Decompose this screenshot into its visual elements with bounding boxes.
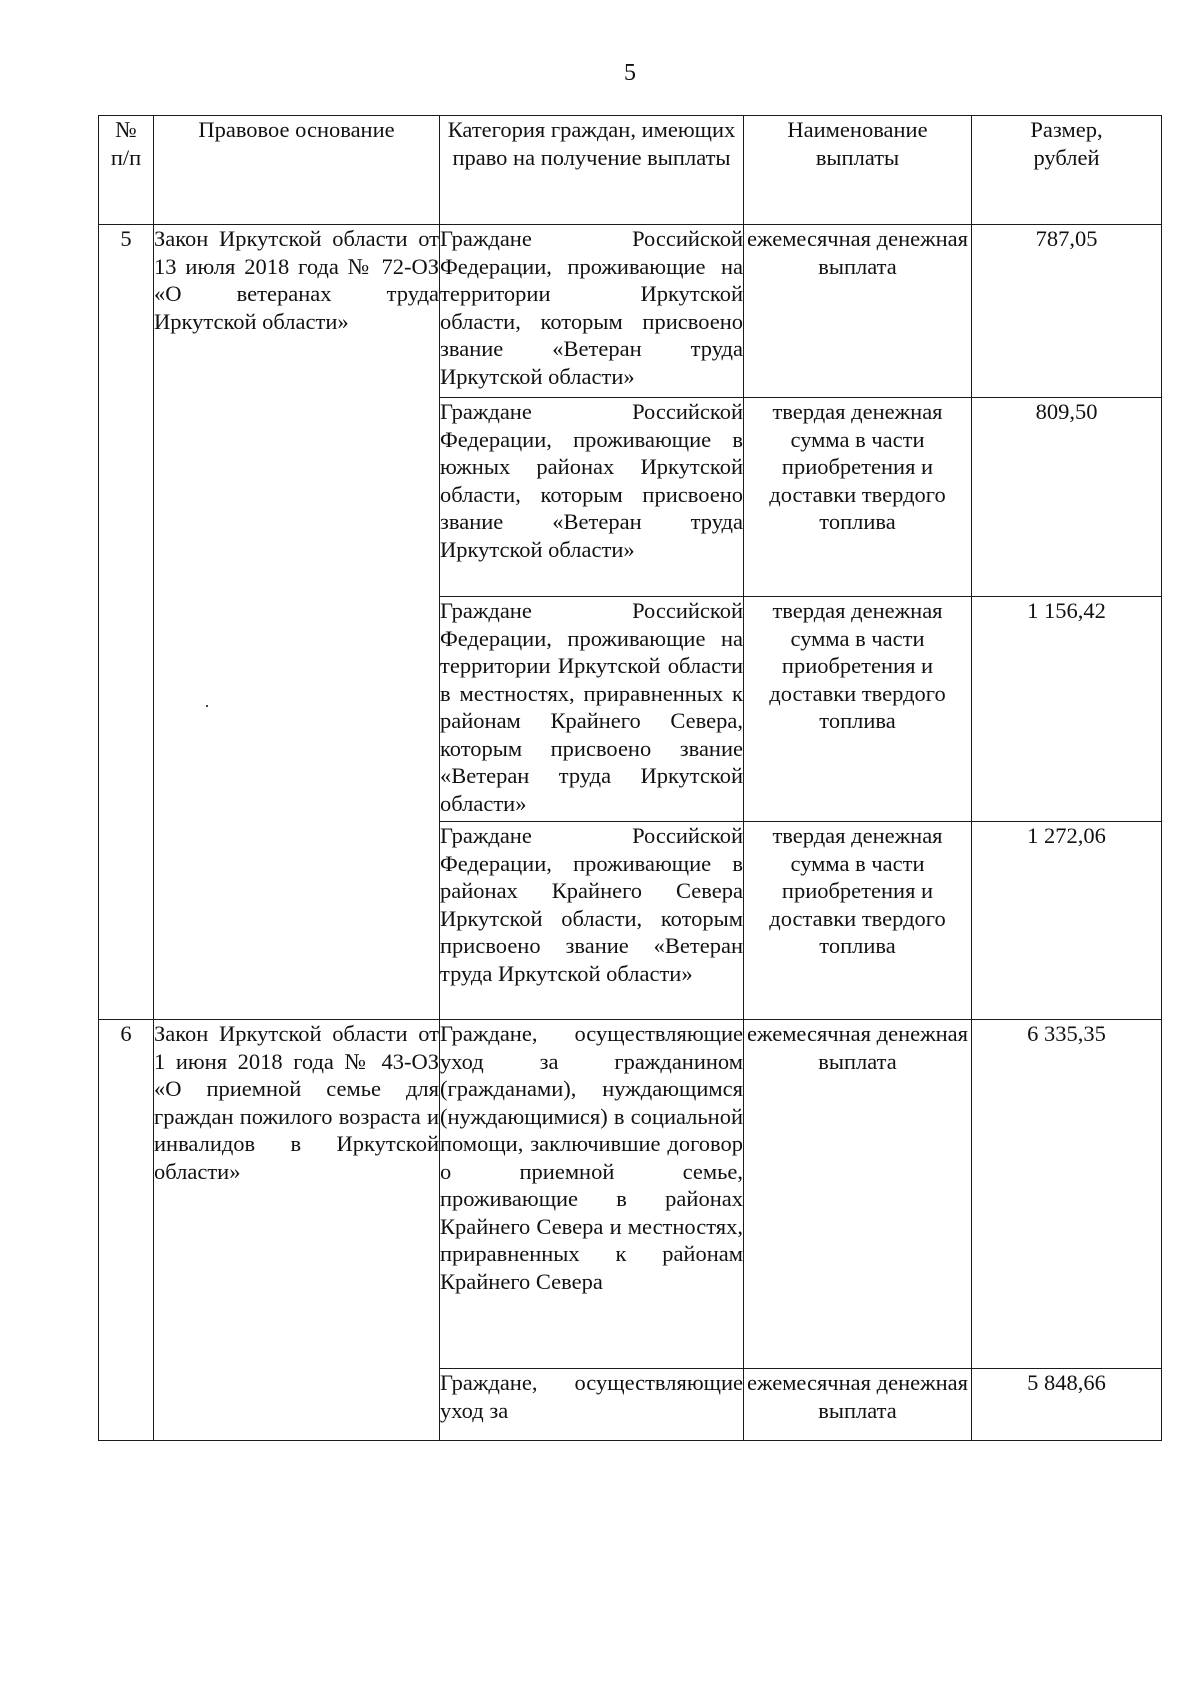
citizen-category: Граждане, осуществляющие уход за гражданином (гражданами), нуждающимся (нуждающимися) в социальной помощи, заключившие договор о приемной семье, проживающие в районах Крайнего Севера и местностях, приравненных к районам Крайнего Севера: [440, 1020, 744, 1369]
page-number: 5: [624, 60, 636, 86]
payment-name: ежемесячная денежная выплата: [744, 225, 972, 398]
payment-name: ежемесячная денежная выплата: [744, 1020, 972, 1369]
payment-name: ежемесячная денежная выплата: [744, 1369, 972, 1441]
table-header-row: [99, 116, 1162, 225]
scan-speck: [206, 705, 208, 707]
table-row: [99, 1020, 1162, 1369]
citizen-category: Граждане, осуществляющие уход за: [440, 1369, 744, 1441]
citizen-category: Граждане Российской Федерации, проживающие в южных районах Иркутской области, которым присвоено звание «Ветеран труда Иркутской области»: [440, 398, 744, 597]
payment-size: 1 272,06: [972, 822, 1162, 1020]
payment-size: 1 156,42: [972, 597, 1162, 822]
header-size: [972, 116, 1162, 225]
citizen-category: Граждане Российской Федерации, проживающие на территории Иркутской области в местностях, приравненных к районам Крайнего Севера, которым присвоено звание «Ветеран труда Иркутской области»: [440, 597, 744, 822]
payment-name: твердая денежная сумма в части приобретения и доставки твердого топлива: [744, 597, 972, 822]
payment-size: 787,05: [972, 225, 1162, 398]
legal-basis: [154, 225, 440, 1020]
header-num-line1: №: [115, 117, 137, 142]
payments-table: [98, 115, 1162, 1441]
legal-basis-text: Закон Иркутской области от 1 июня 2018 года № 43-ОЗ «О приемной семье для граждан пожилого возраста и инвалидов в Иркутской области»: [154, 1021, 439, 1184]
payment-name: твердая денежная сумма в части приобретения и доставки твердого топлива: [744, 822, 972, 1020]
payment-size: 809,50: [972, 398, 1162, 597]
citizen-category: Граждане Российской Федерации, проживающие в районах Крайнего Севера Иркутской области, которым присвоено звание «Ветеран труда Иркутской области»: [440, 822, 744, 1020]
header-size-line2: рублей: [1033, 144, 1100, 170]
legal-basis-text: Закон Иркутской области от 13 июля 2018 года № 72-ОЗ «О ветеранах труда Иркутской области»: [154, 226, 439, 334]
header-name: Наименование выплаты: [744, 116, 972, 225]
payment-size: 5 848,66: [972, 1369, 1162, 1441]
header-size-line1: Размер,: [1030, 117, 1103, 142]
payment-name: твердая денежная сумма в части приобретения и доставки твердого топлива: [744, 398, 972, 597]
header-num-line2: п/п: [110, 144, 142, 170]
header-num: [99, 116, 154, 225]
table-row: [99, 225, 1162, 398]
header-law: Правовое основание: [154, 116, 440, 225]
legal-basis: [154, 1020, 440, 1441]
citizen-category: Граждане Российской Федерации, проживающие на территории Иркутской области, которым присвоено звание «Ветеран труда Иркутской области»: [440, 225, 744, 398]
row-number: 5: [99, 225, 154, 1020]
payment-size: 6 335,35: [972, 1020, 1162, 1369]
header-category: Категория граждан, имеющих право на получение выплаты: [440, 116, 744, 225]
row-number: 6: [99, 1020, 154, 1441]
